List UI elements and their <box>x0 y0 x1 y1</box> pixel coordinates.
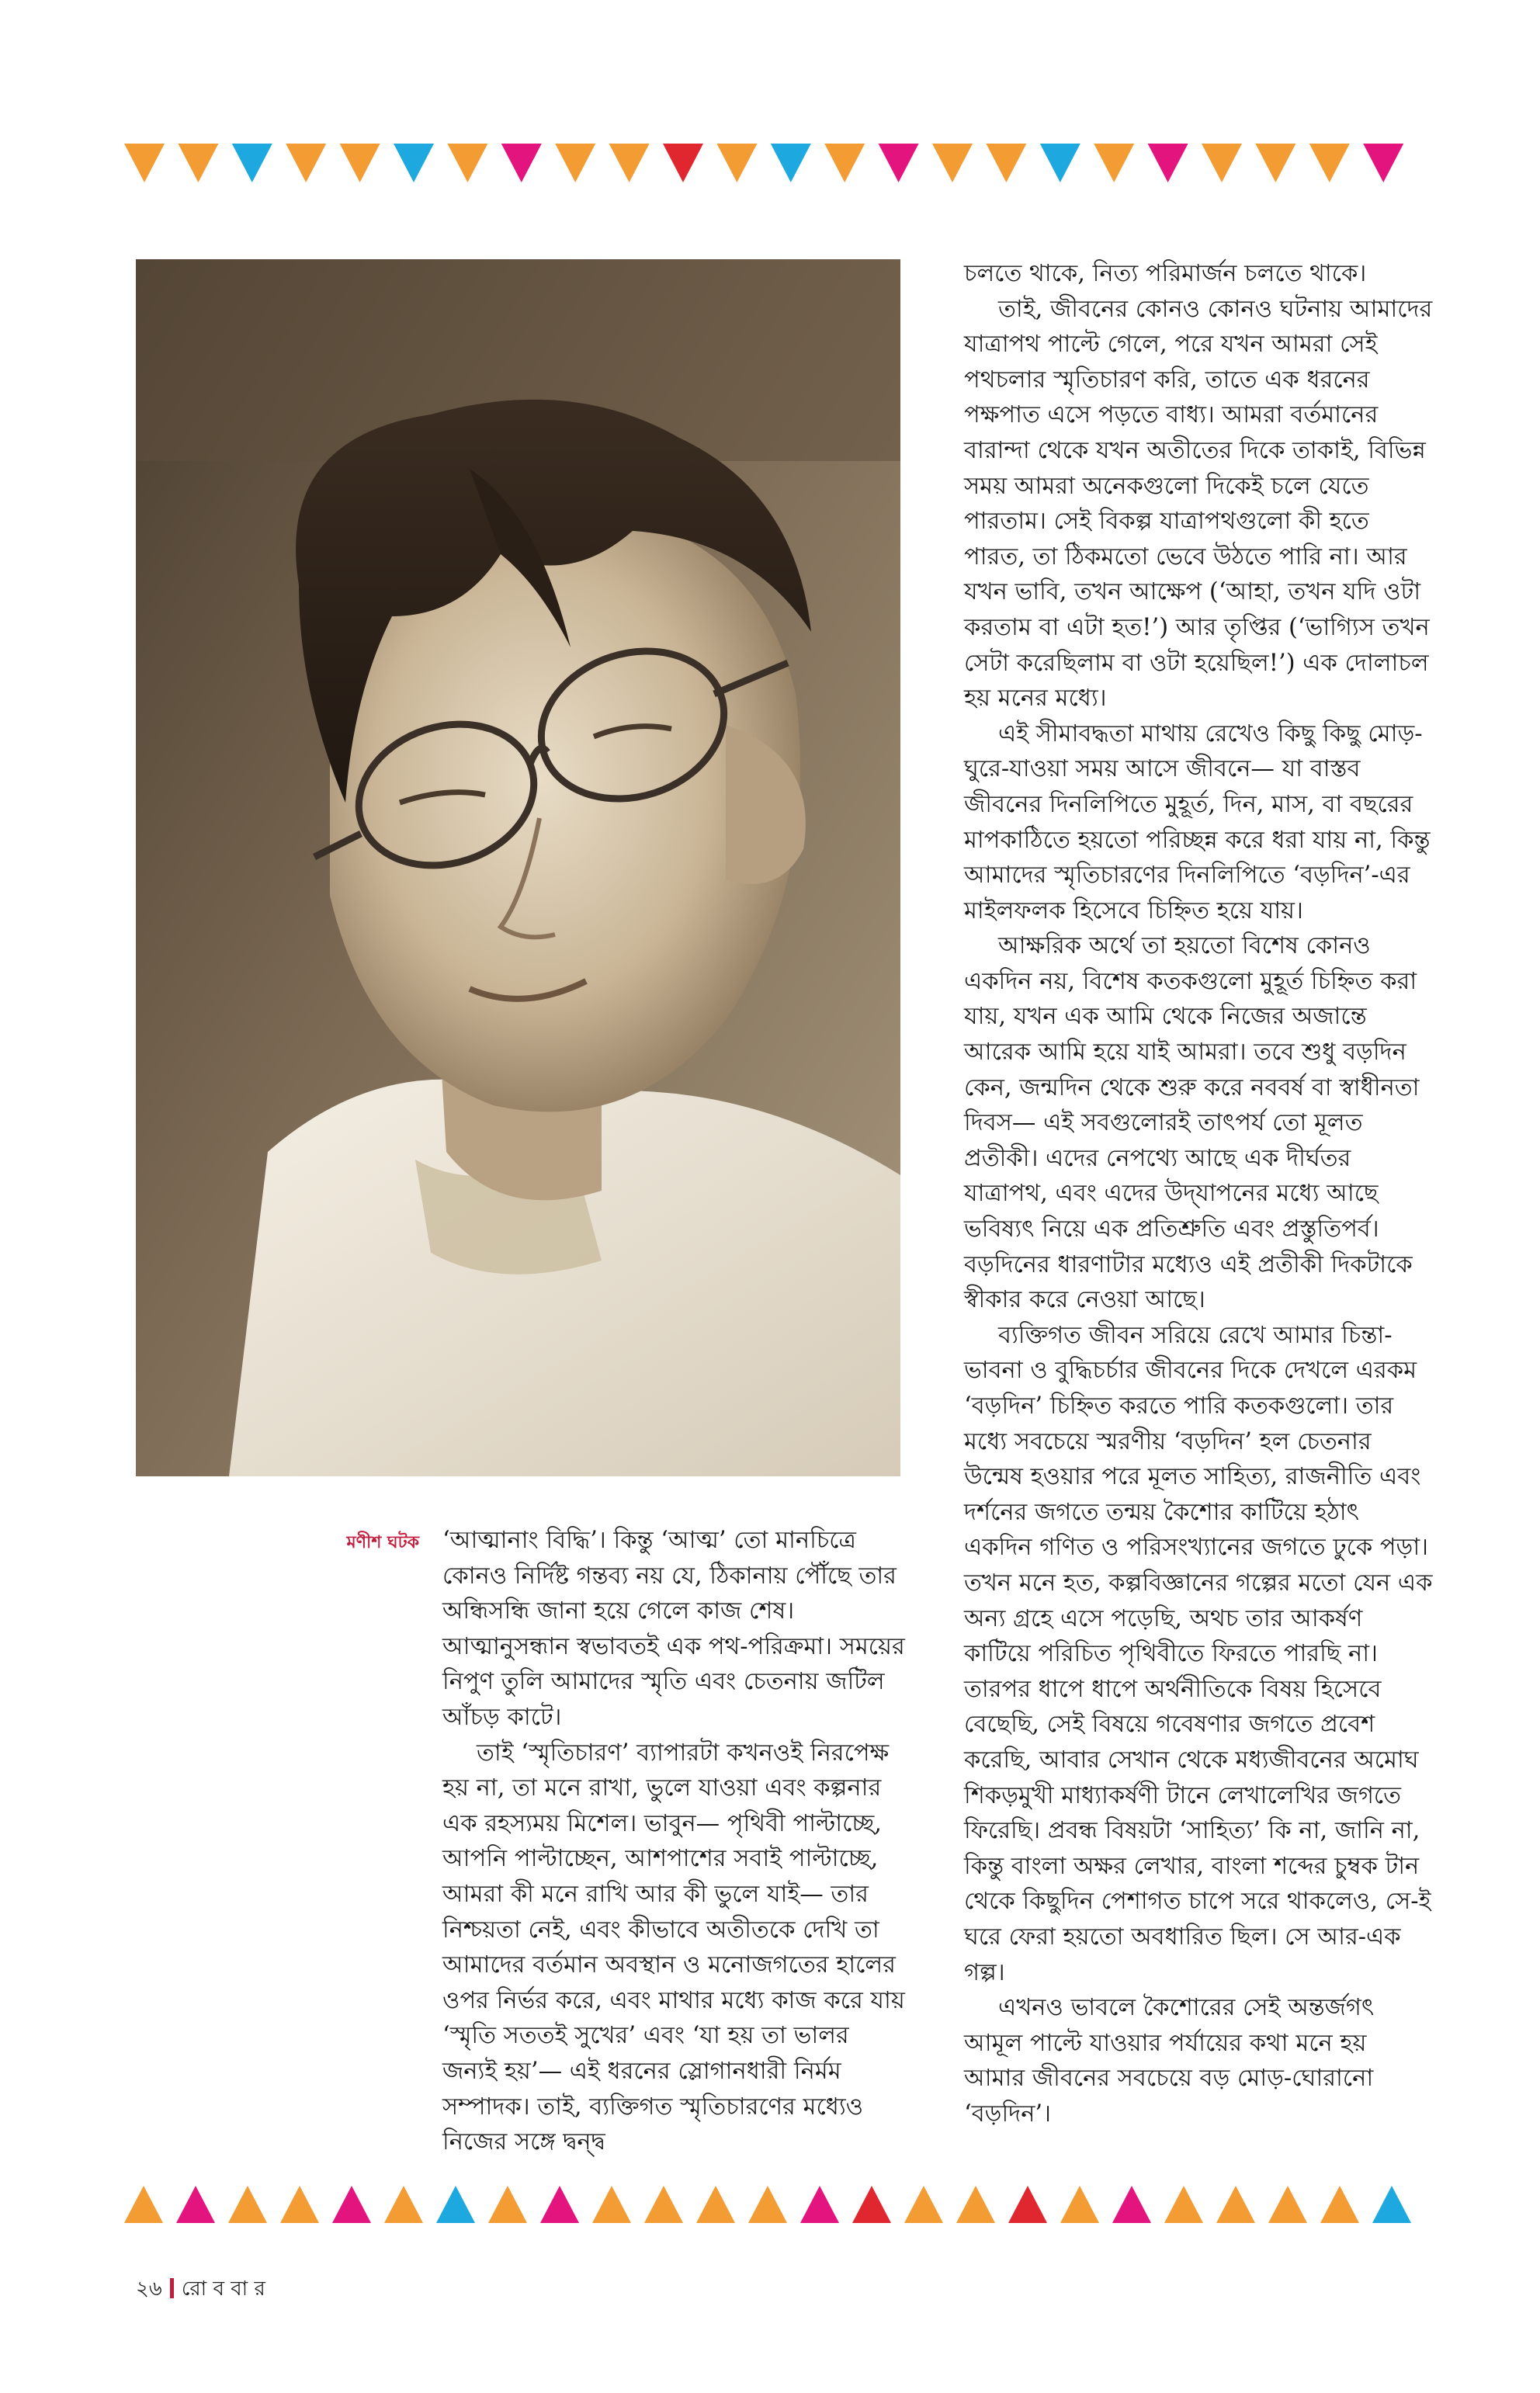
decor-triangle <box>228 2186 267 2223</box>
decor-triangle <box>956 2186 995 2223</box>
decor-triangle <box>852 2186 891 2223</box>
decor-triangle <box>644 2186 683 2223</box>
decor-triangle <box>286 144 326 182</box>
magazine-name: রো ব বা র <box>181 2277 265 2301</box>
decor-triangle <box>176 2186 215 2223</box>
paragraph: ব্যক্তিগত জীবন সরিয়ে রেখে আমার চিন্তা-ভাবনা ও বুদ্ধিচর্চার জীবনের দিকে দেখলে এরকম ‘বড়দিন’ চিহ্নিত করতে পারি কতকগুলো। তার মধ্যে সবচেয়ে স্মরণীয় ‘বড়দিন’ হল চেতনার উন্মেষ হওয়ার পরে মূলত সাহিত্য, রাজনীতি এবং দর্শনের জগতে তন্ময় কৈশোর কাটিয়ে হঠাৎ একদিন গণিত ও পরিসংখ্যানের জগতে ঢুকে পড়া। তখন মনে হত, কল্পবিজ্ঞানের গল্পের মতো যেন এক অন্য গ্রহে এসে পড়েছি, অথচ তার আকর্ষণ কাটিয়ে পরিচিত পৃথিবীতে ফিরতে পারছি না। তারপর ধাপে ধাপে অর্থনীতিকে বিষয় হিসেবে বেছেছি, সেই বিষয়ে গবেষণার জগতে প্রবেশ করেছি, আবার সেখান থেকে মধ্যজীবনের অমোঘ শিকড়মুখী মাধ্যাকর্ষণী টানে লেখালেখির জগতে ফিরেছি। প্রবন্ধ বিষয়টা ‘সাহিত্য’ কি না, জানি না, কিন্তু বাংলা অক্ষর লেখার, বাংলা শব্দের চুম্বক টান থেকে কিছুদিন পেশাগত চাপে সরে থাকলেও, সে-ই ঘরে ফেরা হয়তো অবধারিত ছিল। সে আর-এক গল্প। <box>964 1321 1433 1986</box>
decor-triangle <box>1094 144 1134 182</box>
decor-triangle <box>1372 2186 1411 2223</box>
decor-triangle <box>436 2186 475 2223</box>
decor-triangle <box>663 144 703 182</box>
decor-triangle <box>124 144 165 182</box>
decor-triangle <box>447 144 487 182</box>
decor-triangle <box>280 2186 319 2223</box>
article-left-column <box>442 1523 908 2160</box>
bottom-triangle-border <box>124 2186 1428 2229</box>
decor-triangle <box>124 2186 163 2223</box>
decor-triangle <box>1363 144 1403 182</box>
article-right-column <box>964 256 1434 2131</box>
decor-triangle <box>178 144 218 182</box>
decor-triangle <box>340 144 380 182</box>
decor-triangle <box>501 144 542 182</box>
decor-triangle <box>555 144 595 182</box>
decor-triangle <box>592 2186 631 2223</box>
decor-triangle <box>716 144 757 182</box>
paragraph: ‘আত্মানাং বিদ্ধি’। কিন্তু ‘আত্ম’ তো মানচিত্রে কোনও নির্দিষ্ট গন্তব্য নয় যে, ঠিকানায় পৌঁছে তার অন্ধিসন্ধি জানা হয়ে গেলে কাজ শেষ। আত্মানুসন্ধান স্বভাবতই এক পথ-পরিক্রমা। সময়ের নিপুণ তুলি আমাদের স্মৃতি এবং চেতনায় জটিল আঁচড় কাটে। <box>442 1527 905 1731</box>
decor-triangle <box>932 144 973 182</box>
decor-triangle <box>1202 144 1242 182</box>
decor-triangle <box>1320 2186 1359 2223</box>
decor-triangle <box>1040 144 1080 182</box>
decor-triangle <box>232 144 272 182</box>
decor-triangle <box>1060 2186 1099 2223</box>
decor-triangle <box>800 2186 839 2223</box>
portrait-photo <box>136 259 900 1476</box>
decor-triangle <box>540 2186 579 2223</box>
paragraph: তাই, জীবনের কোনও কোনও ঘটনায় আমাদের যাত্রাপথ পাল্টে গেলে, পরে যখন আমরা সেই পথচলার স্মৃতিচারণ করি, তাতে এক ধরনের পক্ষপাত এসে পড়তে বাধ্য। আমরা বর্তমানের বারান্দা থেকে যখন অতীতের দিকে তাকাই, বিভিন্ন সময় আমরা অনেকগুলো দিকেই চলে যেতে পারতাম। সেই বিকল্প যাত্রাপথগুলো কী হতে পারত, তা ঠিকমতো ভেবে উঠতে পারি না। আর যখন ভাবি, তখন আক্ষেপ (‘আহা, তখন যদি ওটা করতাম বা এটা হত!’) আর তৃপ্তির (‘ভাগ্যিস তখন সেটা করেছিলাম বা ওটা হয়েছিল!’) এক দোলাচল হয় মনের মধ্যে। <box>964 295 1433 713</box>
page-footer <box>136 2273 265 2307</box>
paragraph: আক্ষরিক অর্থে তা হয়তো বিশেষ কোনও একদিন নয়, বিশেষ কতকগুলো মুহূর্ত চিহ্নিত করা যায়, যখন এক আমি থেকে নিজের অজান্তে আরেক আমি হয়ে যাই আমরা। তবে শুধু বড়দিন কেন, জন্মদিন থেকে শুরু করে নববর্ষ বা স্বাধীনতা দিবস— এই সবগুলোরই তাৎপর্য তো মূলত প্রতীকী। এদের নেপথ্যে আছে এক দীর্ঘতর যাত্রাপথ, এবং এদের উদ্‌যাপনের মধ্যে আছে ভবিষ্যৎ নিয়ে এক প্রতিশ্রুতি এবং প্রস্তুতিপর্ব। বড়দিনের ধারণাটার মধ্যেও এই প্রতীকী দিকটাকে স্বীকার করে নেওয়া আছে। <box>964 932 1420 1314</box>
decor-triangle <box>879 144 919 182</box>
decor-triangle <box>1216 2186 1255 2223</box>
page-number: ২৬ <box>136 2277 162 2301</box>
paragraph: এই সীমাবদ্ধতা মাথায় রেখেও কিছু কিছু মোড়-ঘুরে-যাওয়া সময় আসে জীবনে— যা বাস্তব জীবনের দিনলিপিতে মুহূর্ত, দিন, মাস, বা বছরের মাপকাঠিতে হয়তো পরিচ্ছন্ন করে ধরা যায় না, কিন্তু আমাদের স্মৃতিচারণের দিনলিপিতে ‘বড়দিন’-এর মাইলফলক হিসেবে চিহ্নিত হয়ে যায়। <box>964 720 1431 924</box>
decor-triangle <box>696 2186 735 2223</box>
paragraph: চলতে থাকে, নিত্য পরিমার্জন চলতে থাকে। <box>964 260 1367 287</box>
decor-triangle <box>394 144 434 182</box>
decor-triangle <box>1008 2186 1047 2223</box>
top-triangle-border <box>124 144 1428 190</box>
decor-triangle <box>986 144 1026 182</box>
decor-triangle <box>332 2186 371 2223</box>
decor-triangle <box>904 2186 943 2223</box>
decor-triangle <box>609 144 650 182</box>
decor-triangle <box>824 144 865 182</box>
decor-triangle <box>771 144 811 182</box>
decor-triangle <box>1268 2186 1307 2223</box>
decor-triangle <box>1255 144 1295 182</box>
footer-divider <box>170 2278 174 2298</box>
decor-triangle <box>1148 144 1188 182</box>
decor-triangle <box>748 2186 787 2223</box>
photo-caption: মণীশ ঘটক <box>346 1533 419 1552</box>
decor-triangle <box>384 2186 423 2223</box>
decor-triangle <box>1164 2186 1203 2223</box>
paragraph: এখনও ভাবলে কৈশোরের সেই অন্তর্জগৎ আমূল পাল্টে যাওয়ার পর্যায়ের কথা মনে হয় আমার জীবনের সবচেয়ে বড় মোড়-ঘোরানো ‘বড়দিন’। <box>964 1994 1375 2128</box>
decor-triangle <box>1112 2186 1151 2223</box>
decor-triangle <box>488 2186 527 2223</box>
paragraph: তাই ‘স্মৃতিচারণ’ ব্যাপারটা কখনওই নিরপেক্ষ হয় না, তা মনে রাখা, ভুলে যাওয়া এবং কল্পনার এক রহস্যময় মিশেল। ভাবুন— পৃথিবী পাল্টাচ্ছে, আপনি পাল্টাচ্ছেন, আশপাশের সবাই পাল্টাচ্ছে, আমরা কী মনে রাখি আর কী ভুলে যাই— তার নিশ্চয়তা নেই, এবং কীভাবে অতীতকে দেখি তা আমাদের বর্তমান অবস্থান ও মনোজগতের হালের ওপর নির্ভর করে, এবং মাথার মধ্যে কাজ করে যায় ‘স্মৃতি সততই সুখের’ এবং ‘যা হয় তা ভালর জন্যই হয়’— এই ধরনের স্লোগানধারী নির্মম সম্পাদক। তাই, ব্যক্তিগত স্মৃতিচারণের মধ্যেও নিজের সঙ্গে দ্বন্দ্ব <box>442 1739 905 2156</box>
decor-triangle <box>1309 144 1350 182</box>
